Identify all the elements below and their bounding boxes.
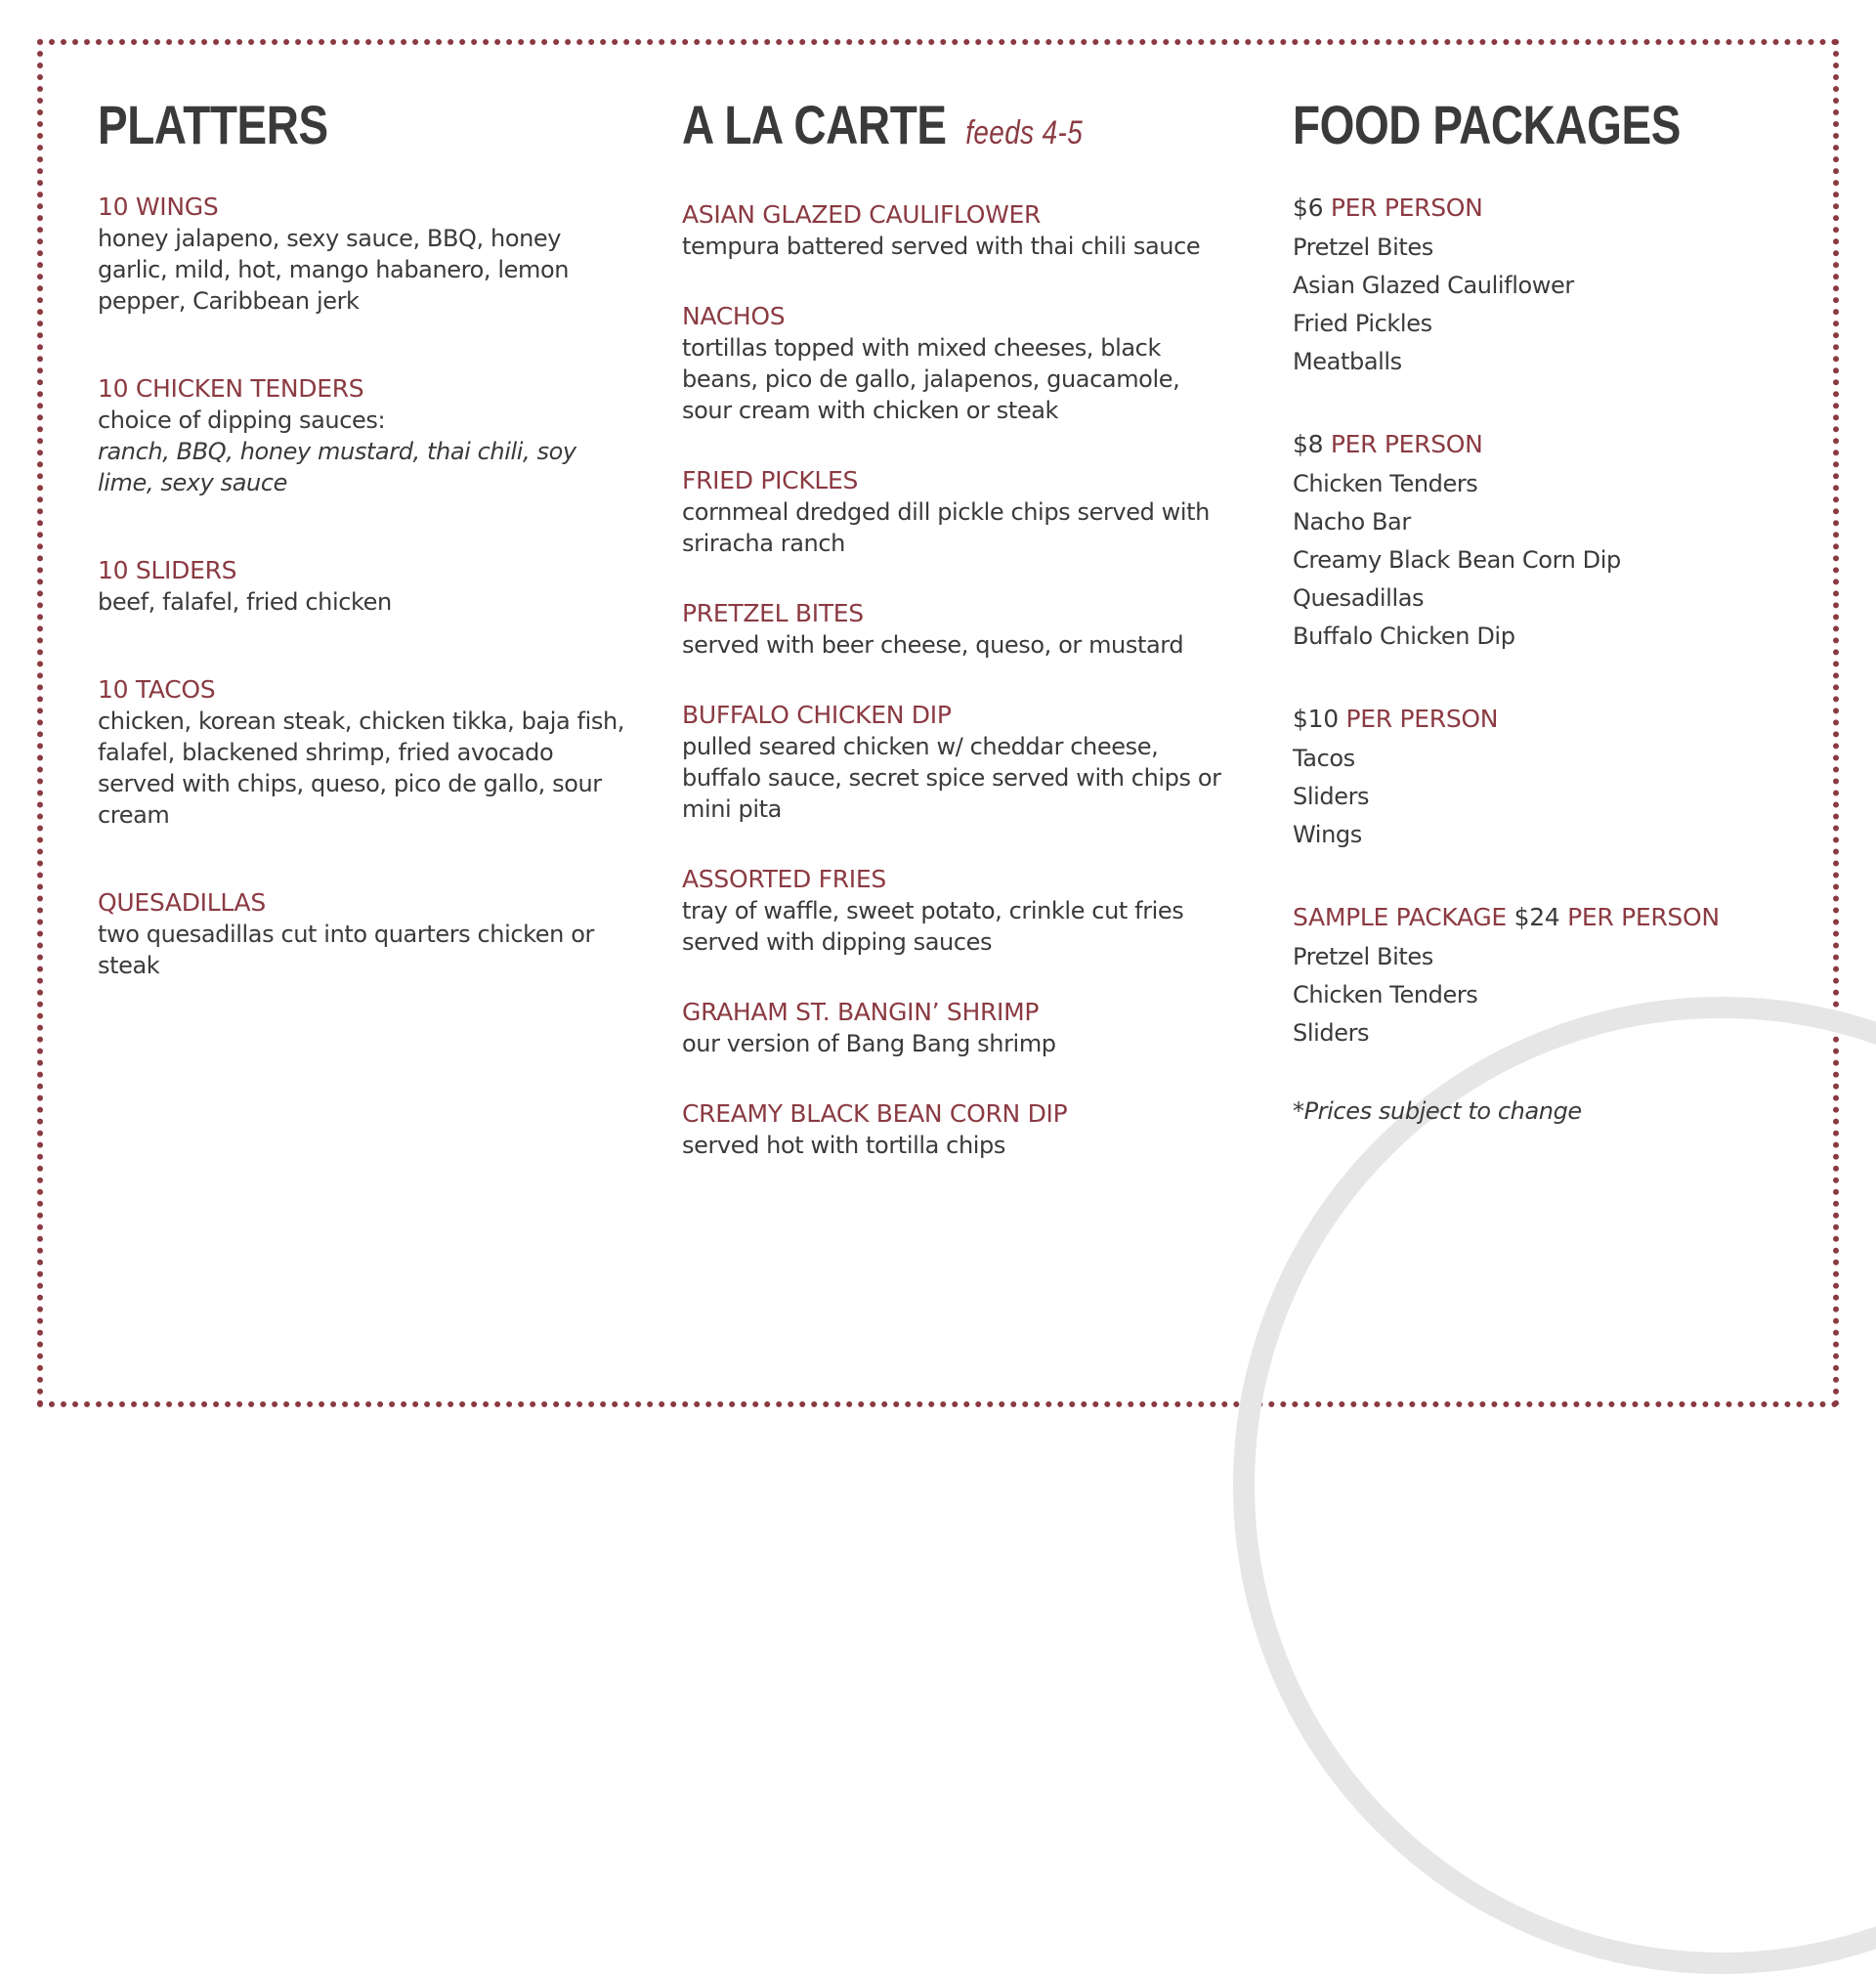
alacarte-item-title: NACHOS [682,302,786,330]
platter-item [98,674,625,831]
platter-item [98,373,625,498]
package-item-list [1293,229,1801,381]
package-title [1293,703,1801,736]
package-name: SAMPLE PACKAGE [1293,903,1507,931]
package-price: $6 [1293,193,1324,222]
package-group [1293,428,1801,656]
package-item: Chicken Tenders [1293,981,1478,1008]
package-item: Quesadillas [1293,584,1425,612]
platter-item-desc: choice of dipping sauces: [98,407,386,434]
alacarte-heading-text: A LA CARTE [682,94,947,155]
alacarte-heading [682,94,1130,164]
package-unit: PER PERSON [1330,193,1483,222]
package-item: Asian Glazed Cauliflower [1293,272,1574,299]
platter-item-title: QUESADILLAS [98,888,266,917]
platter-item-title: 10 CHICKEN TENDERS [98,374,364,403]
alacarte-item-title: BUFFALO CHICKEN DIP [682,701,952,729]
price-footnote: *Prices subject to change [1293,1097,1582,1125]
package-item: Tacos [1293,745,1355,772]
package-item: Fried Pickles [1293,310,1432,337]
package-item-list [1293,465,1801,656]
platter-item [98,887,625,981]
alacarte-item [682,864,1229,958]
platter-item-title: 10 TACOS [98,675,216,704]
platter-item-sauces: ranch, BBQ, honey mustard, thai chili, soy lime, sexy sauce [98,438,576,496]
platter-item-desc: honey jalapeno, sexy sauce, BBQ, honey garlic, mild, hot, mango habanero, lemon pepper, Caribbean jerk [98,225,570,315]
package-unit: PER PERSON [1345,705,1499,733]
packages-heading: FOOD PACKAGES [1293,94,1681,155]
alacarte-item [682,199,1229,262]
package-item: Sliders [1293,783,1370,810]
package-group [1293,703,1801,854]
alacarte-item-title: ASSORTED FRIES [682,865,886,893]
alacarte-item-title: PRETZEL BITES [682,599,864,627]
platters-heading: PLATTERS [98,94,328,155]
package-group [1293,901,1801,1052]
package-price: $24 [1514,903,1560,931]
package-price: $10 [1293,705,1339,733]
alacarte-item [682,997,1229,1059]
alacarte-item-title: GRAHAM ST. BANGIN’ SHRIMP [682,998,1040,1026]
alacarte-item [682,301,1229,426]
alacarte-heading-note: feeds 4-5 [965,114,1084,151]
platter-item-desc: beef, falafel, fried chicken [98,588,392,616]
package-item-list [1293,938,1801,1052]
alacarte-item-desc: pulled seared chicken w/ cheddar cheese, buffalo sauce, secret spice served with chips or mini pita [682,733,1221,823]
alacarte-column [682,94,1229,1200]
package-item: Wings [1293,821,1362,848]
packages-column [1293,94,1801,1127]
package-item: Nacho Bar [1293,508,1411,536]
platter-item [98,192,625,317]
alacarte-item-desc: tray of waffle, sweet potato, crinkle cut fries served with dipping sauces [682,897,1184,956]
package-item-list [1293,740,1801,854]
alacarte-item-desc: served with beer cheese, queso, or mustard [682,631,1184,659]
package-item: Creamy Black Bean Corn Dip [1293,546,1621,574]
package-title [1293,192,1801,225]
alacarte-item [682,700,1229,825]
package-item: Buffalo Chicken Dip [1293,622,1515,650]
platter-item [98,555,625,618]
package-item: Meatballs [1293,348,1402,375]
package-item: Chicken Tenders [1293,470,1478,497]
alacarte-item-title: CREAMY BLACK BEAN CORN DIP [682,1099,1068,1128]
package-item: Sliders [1293,1019,1370,1047]
package-unit: PER PERSON [1567,903,1720,931]
alacarte-item-desc: tempura battered served with thai chili sauce [682,233,1201,260]
alacarte-item [682,598,1229,661]
alacarte-item [682,465,1229,559]
platter-item-desc: chicken, korean steak, chicken tikka, baja fish, falafel, blackened shrimp, fried avocado served with chips, queso, pico de gallo, sour cream [98,708,625,829]
alacarte-item-desc: tortillas topped with mixed cheeses, black beans, pico de gallo, jalapenos, guacamole, sour cream with chicken or steak [682,334,1180,424]
package-item: Pretzel Bites [1293,234,1433,261]
alacarte-item-desc: our version of Bang Bang shrimp [682,1030,1056,1057]
alacarte-item-title: FRIED PICKLES [682,466,859,494]
package-group [1293,192,1801,381]
platters-column [98,94,625,1038]
platter-item-title: 10 SLIDERS [98,556,237,584]
package-item: Pretzel Bites [1293,943,1433,970]
alacarte-item [682,1098,1229,1161]
platter-item-title: 10 WINGS [98,193,219,221]
package-title [1293,901,1801,934]
package-price: $8 [1293,430,1324,458]
platter-item-desc: two quesadillas cut into quarters chicken or steak [98,921,594,979]
alacarte-item-desc: cornmeal dredged dill pickle chips served with sriracha ranch [682,498,1210,557]
package-title [1293,428,1801,461]
alacarte-item-title: ASIAN GLAZED CAULIFLOWER [682,200,1042,229]
package-unit: PER PERSON [1330,430,1483,458]
alacarte-item-desc: served hot with tortilla chips [682,1132,1005,1159]
